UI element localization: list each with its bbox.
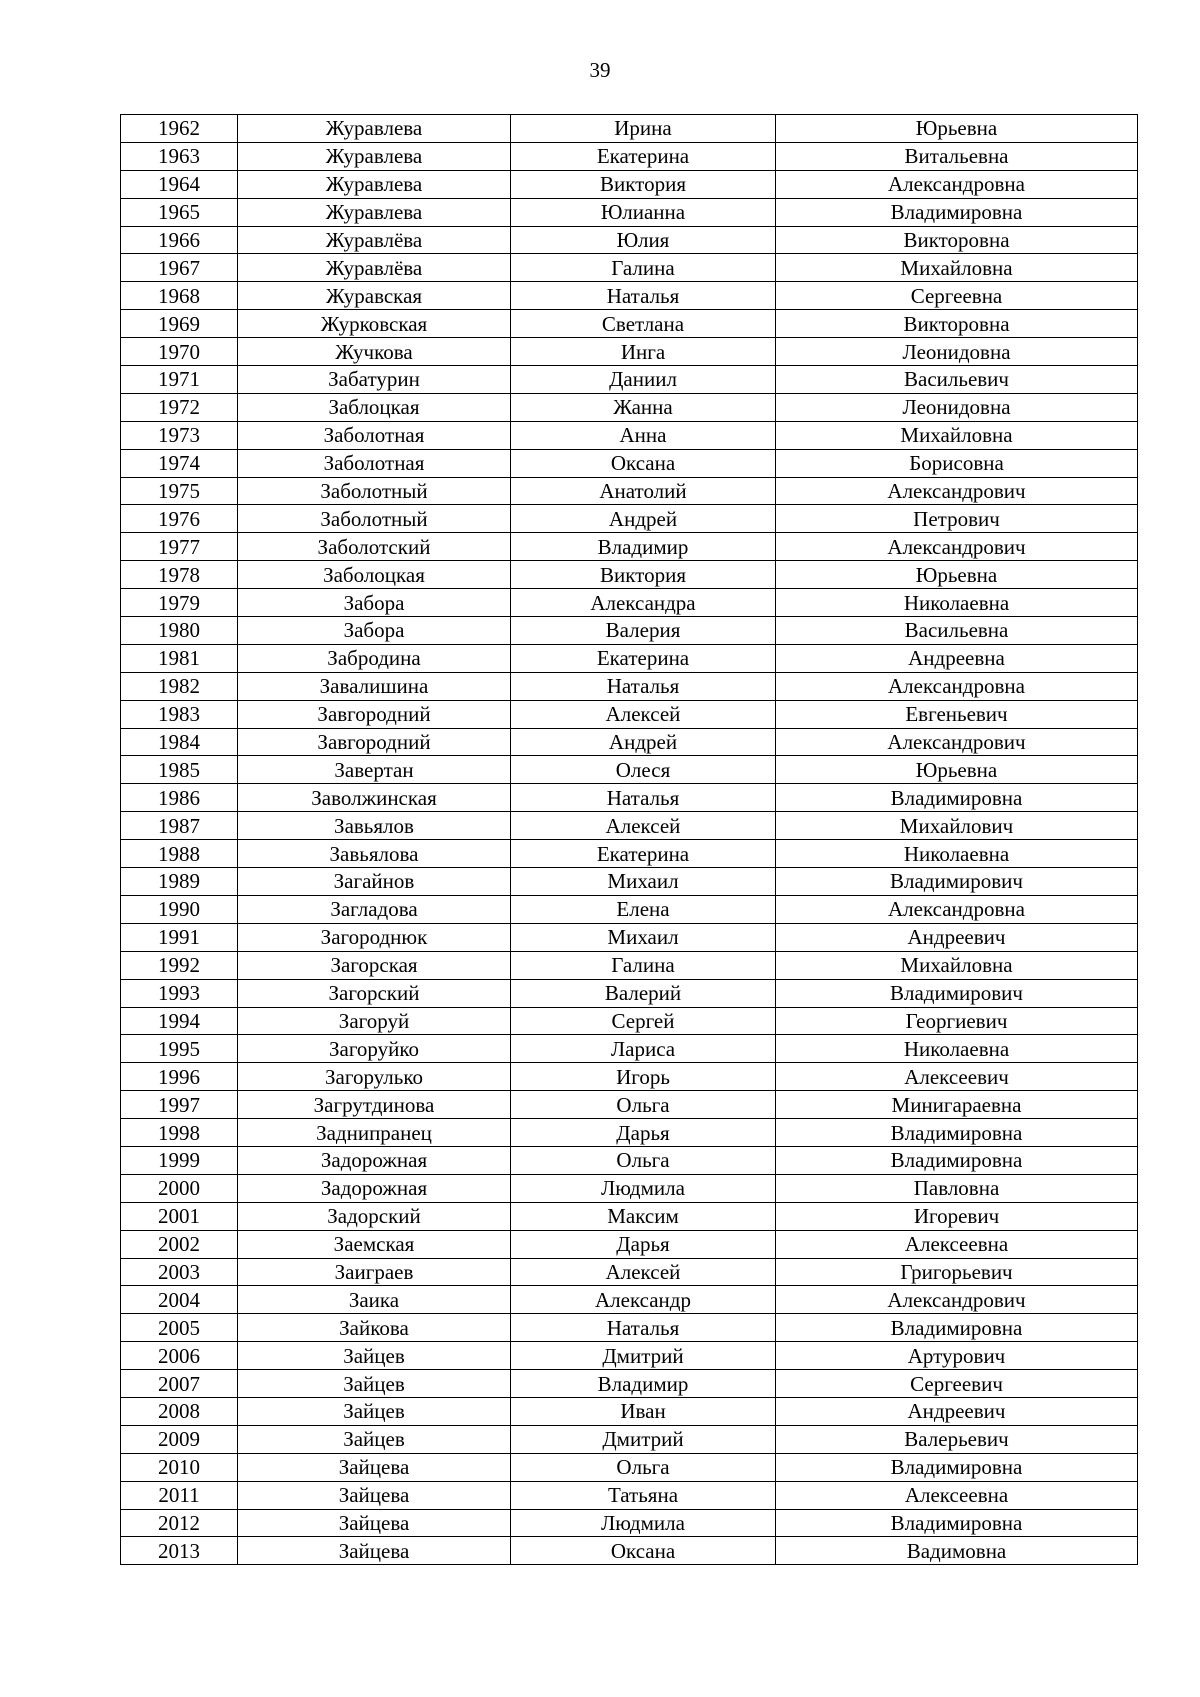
table-row [121,1314,1138,1342]
row-number-cell: 1965 [121,198,238,226]
row-number-cell: 2009 [121,1425,238,1453]
last-name-cell: Загороднюк [238,923,511,951]
table-row [121,1258,1138,1286]
table-row [121,1202,1138,1230]
row-number-cell: 1975 [121,477,238,505]
row-number-cell: 1998 [121,1119,238,1147]
first-name-cell: Жанна [511,393,776,421]
last-name-cell: Забора [238,589,511,617]
patronymic-cell: Владимировна [776,1146,1138,1174]
patronymic-cell: Михайлович [776,812,1138,840]
last-name-cell: Журковская [238,310,511,338]
first-name-cell: Ирина [511,115,776,143]
first-name-cell: Оксана [511,1537,776,1565]
row-number-cell: 1976 [121,505,238,533]
first-name-cell: Даниил [511,366,776,394]
last-name-cell: Журавлева [238,115,511,143]
patronymic-cell: Леонидовна [776,393,1138,421]
first-name-cell: Анна [511,421,776,449]
last-name-cell: Загоруйко [238,1035,511,1063]
last-name-cell: Завьялова [238,840,511,868]
first-name-cell: Владимир [511,1370,776,1398]
patronymic-cell: Михайловна [776,254,1138,282]
first-name-cell: Иван [511,1397,776,1425]
row-number-cell: 1963 [121,142,238,170]
patronymic-cell: Борисовна [776,449,1138,477]
table-row [121,449,1138,477]
table-row [121,700,1138,728]
last-name-cell: Завьялов [238,812,511,840]
patronymic-cell: Григорьевич [776,1258,1138,1286]
table-row [121,868,1138,896]
row-number-cell: 2001 [121,1202,238,1230]
row-number-cell: 1994 [121,1007,238,1035]
first-name-cell: Екатерина [511,840,776,868]
last-name-cell: Завгородний [238,728,511,756]
table-row [121,1537,1138,1565]
table-row [121,1119,1138,1147]
table-row [121,1230,1138,1258]
last-name-cell: Завертан [238,756,511,784]
last-name-cell: Загрутдинова [238,1091,511,1119]
table-row [121,1425,1138,1453]
first-name-cell: Виктория [511,170,776,198]
patronymic-cell: Владимирович [776,868,1138,896]
patronymic-cell: Витальевна [776,142,1138,170]
row-number-cell: 1989 [121,868,238,896]
page-number: 39 [589,58,611,82]
first-name-cell: Екатерина [511,142,776,170]
last-name-cell: Зайцев [238,1370,511,1398]
patronymic-cell: Алексеевна [776,1230,1138,1258]
last-name-cell: Журавская [238,282,511,310]
first-name-cell: Оксана [511,449,776,477]
first-name-cell: Людмила [511,1509,776,1537]
first-name-cell: Максим [511,1202,776,1230]
last-name-cell: Задорский [238,1202,511,1230]
patronymic-cell: Георгиевич [776,1007,1138,1035]
table-row [121,505,1138,533]
table-row [121,1481,1138,1509]
table-row [121,840,1138,868]
patronymic-cell: Владимирович [776,979,1138,1007]
row-number-cell: 1984 [121,728,238,756]
row-number-cell: 1974 [121,449,238,477]
last-name-cell: Заболотный [238,477,511,505]
patronymic-cell: Александрович [776,1286,1138,1314]
patronymic-cell: Михайловна [776,951,1138,979]
table-row [121,1063,1138,1091]
row-number-cell: 2004 [121,1286,238,1314]
table-row [121,1286,1138,1314]
patronymic-cell: Андреевич [776,1397,1138,1425]
row-number-cell: 1991 [121,923,238,951]
row-number-cell: 1985 [121,756,238,784]
table-row [121,728,1138,756]
last-name-cell: Заика [238,1286,511,1314]
patronymic-cell: Владимировна [776,1314,1138,1342]
row-number-cell: 1986 [121,784,238,812]
last-name-cell: Зайцева [238,1453,511,1481]
table-row [121,1007,1138,1035]
first-name-cell: Елена [511,895,776,923]
patronymic-cell: Артурович [776,1342,1138,1370]
patronymic-cell: Владимировна [776,1119,1138,1147]
row-number-cell: 2008 [121,1397,238,1425]
patronymic-cell: Евгеньевич [776,700,1138,728]
patronymic-cell: Игоревич [776,1202,1138,1230]
table-row [121,310,1138,338]
table-row [121,951,1138,979]
last-name-cell: Заболотный [238,505,511,533]
first-name-cell: Дарья [511,1119,776,1147]
row-number-cell: 1962 [121,115,238,143]
patronymic-cell: Александрович [776,477,1138,505]
table-row [121,979,1138,1007]
patronymic-cell: Петрович [776,505,1138,533]
patronymic-cell: Владимировна [776,1453,1138,1481]
last-name-cell: Загорский [238,979,511,1007]
table-row [121,812,1138,840]
row-number-cell: 1997 [121,1091,238,1119]
table-row [121,393,1138,421]
table-row [121,142,1138,170]
first-name-cell: Светлана [511,310,776,338]
last-name-cell: Забродина [238,644,511,672]
last-name-cell: Заднипранец [238,1119,511,1147]
first-name-cell: Инга [511,338,776,366]
row-number-cell: 1977 [121,533,238,561]
first-name-cell: Александра [511,589,776,617]
last-name-cell: Зайцева [238,1537,511,1565]
patronymic-cell: Николаевна [776,840,1138,868]
patronymic-cell: Викторовна [776,310,1138,338]
table-row [121,1146,1138,1174]
first-name-cell: Виктория [511,561,776,589]
patronymic-cell: Александровна [776,672,1138,700]
first-name-cell: Валерия [511,617,776,645]
row-number-cell: 1995 [121,1035,238,1063]
last-name-cell: Журавлева [238,198,511,226]
row-number-cell: 1967 [121,254,238,282]
patronymic-cell: Леонидовна [776,338,1138,366]
last-name-cell: Зайцев [238,1397,511,1425]
last-name-cell: Загорская [238,951,511,979]
patronymic-cell: Сергеевич [776,1370,1138,1398]
table-row [121,1342,1138,1370]
first-name-cell: Валерий [511,979,776,1007]
first-name-cell: Наталья [511,672,776,700]
patronymic-cell: Викторовна [776,226,1138,254]
last-name-cell: Задорожная [238,1174,511,1202]
row-number-cell: 2010 [121,1453,238,1481]
table-row [121,561,1138,589]
last-name-cell: Задорожная [238,1146,511,1174]
last-name-cell: Заблоцкая [238,393,511,421]
patronymic-cell: Владимировна [776,784,1138,812]
row-number-cell: 2011 [121,1481,238,1509]
first-name-cell: Юлианна [511,198,776,226]
table-row [121,895,1138,923]
row-number-cell: 2005 [121,1314,238,1342]
patronymic-cell: Сергеевна [776,282,1138,310]
table-row [121,421,1138,449]
table-row [121,1091,1138,1119]
row-number-cell: 1982 [121,672,238,700]
patronymic-cell: Павловна [776,1174,1138,1202]
row-number-cell: 2002 [121,1230,238,1258]
last-name-cell: Журавлёва [238,226,511,254]
row-number-cell: 1988 [121,840,238,868]
patronymic-cell: Юрьевна [776,756,1138,784]
row-number-cell: 2007 [121,1370,238,1398]
first-name-cell: Галина [511,951,776,979]
first-name-cell: Михаил [511,923,776,951]
last-name-cell: Загайнов [238,868,511,896]
table-row [121,1370,1138,1398]
patronymic-cell: Владимировна [776,198,1138,226]
row-number-cell: 1999 [121,1146,238,1174]
table-row [121,589,1138,617]
table-row [121,254,1138,282]
last-name-cell: Журавлева [238,170,511,198]
patronymic-cell: Александрович [776,728,1138,756]
first-name-cell: Наталья [511,282,776,310]
row-number-cell: 1970 [121,338,238,366]
first-name-cell: Галина [511,254,776,282]
first-name-cell: Алексей [511,1258,776,1286]
first-name-cell: Сергей [511,1007,776,1035]
patronymic-cell: Юрьевна [776,115,1138,143]
row-number-cell: 2006 [121,1342,238,1370]
first-name-cell: Андрей [511,728,776,756]
row-number-cell: 1981 [121,644,238,672]
last-name-cell: Заемская [238,1230,511,1258]
table-row [121,338,1138,366]
first-name-cell: Ольга [511,1453,776,1481]
patronymic-cell: Владимировна [776,1509,1138,1537]
first-name-cell: Наталья [511,1314,776,1342]
first-name-cell: Алексей [511,700,776,728]
patronymic-cell: Андреевна [776,644,1138,672]
first-name-cell: Татьяна [511,1481,776,1509]
row-number-cell: 1987 [121,812,238,840]
first-name-cell: Лариса [511,1035,776,1063]
first-name-cell: Игорь [511,1063,776,1091]
patronymic-cell: Валерьевич [776,1425,1138,1453]
table-row [121,1453,1138,1481]
table-row [121,282,1138,310]
table-row [121,756,1138,784]
patronymic-cell: Михайловна [776,421,1138,449]
row-number-cell: 1990 [121,895,238,923]
first-name-cell: Александр [511,1286,776,1314]
table-row [121,1509,1138,1537]
last-name-cell: Загорулько [238,1063,511,1091]
patronymic-cell: Александровна [776,895,1138,923]
first-name-cell: Юлия [511,226,776,254]
last-name-cell: Жучкова [238,338,511,366]
table-row [121,170,1138,198]
last-name-cell: Зайцева [238,1509,511,1537]
last-name-cell: Завгородний [238,700,511,728]
last-name-cell: Заболотная [238,421,511,449]
row-number-cell: 1979 [121,589,238,617]
row-number-cell: 1978 [121,561,238,589]
patronymic-cell: Алексеевич [776,1063,1138,1091]
table-row [121,1397,1138,1425]
last-name-cell: Зайцев [238,1425,511,1453]
names-table [120,114,1138,1565]
last-name-cell: Забатурин [238,366,511,394]
patronymic-cell: Васильевич [776,366,1138,394]
last-name-cell: Заболотная [238,449,511,477]
table-row [121,923,1138,951]
patronymic-cell: Николаевна [776,1035,1138,1063]
row-number-cell: 2012 [121,1509,238,1537]
table-row [121,672,1138,700]
table-row [121,115,1138,143]
row-number-cell: 1992 [121,951,238,979]
table-row [121,784,1138,812]
first-name-cell: Людмила [511,1174,776,1202]
first-name-cell: Ольга [511,1146,776,1174]
last-name-cell: Зайкова [238,1314,511,1342]
table-row [121,477,1138,505]
first-name-cell: Михаил [511,868,776,896]
row-number-cell: 2003 [121,1258,238,1286]
table-row [121,617,1138,645]
last-name-cell: Заиграев [238,1258,511,1286]
last-name-cell: Загладова [238,895,511,923]
patronymic-cell: Васильевна [776,617,1138,645]
row-number-cell: 1971 [121,366,238,394]
last-name-cell: Журавлева [238,142,511,170]
patronymic-cell: Юрьевна [776,561,1138,589]
last-name-cell: Журавлёва [238,254,511,282]
patronymic-cell: Александрович [776,533,1138,561]
last-name-cell: Заболотский [238,533,511,561]
row-number-cell: 1968 [121,282,238,310]
table-row [121,1174,1138,1202]
table-row [121,644,1138,672]
first-name-cell: Алексей [511,812,776,840]
row-number-cell: 1973 [121,421,238,449]
table-row [121,1035,1138,1063]
last-name-cell: Завалишина [238,672,511,700]
first-name-cell: Владимир [511,533,776,561]
row-number-cell: 1966 [121,226,238,254]
first-name-cell: Дмитрий [511,1342,776,1370]
last-name-cell: Зайцев [238,1342,511,1370]
first-name-cell: Андрей [511,505,776,533]
row-number-cell: 1972 [121,393,238,421]
patronymic-cell: Андреевич [776,923,1138,951]
first-name-cell: Олеся [511,756,776,784]
row-number-cell: 2000 [121,1174,238,1202]
row-number-cell: 1996 [121,1063,238,1091]
row-number-cell: 1980 [121,617,238,645]
last-name-cell: Загоруй [238,1007,511,1035]
patronymic-cell: Минигараевна [776,1091,1138,1119]
row-number-cell: 1993 [121,979,238,1007]
table-row [121,366,1138,394]
first-name-cell: Наталья [511,784,776,812]
row-number-cell: 2013 [121,1537,238,1565]
first-name-cell: Дмитрий [511,1425,776,1453]
names-table-body [121,115,1138,1565]
last-name-cell: Заболоцкая [238,561,511,589]
first-name-cell: Дарья [511,1230,776,1258]
first-name-cell: Екатерина [511,644,776,672]
row-number-cell: 1983 [121,700,238,728]
first-name-cell: Ольга [511,1091,776,1119]
last-name-cell: Заволжинская [238,784,511,812]
table-row [121,198,1138,226]
patronymic-cell: Вадимовна [776,1537,1138,1565]
patronymic-cell: Алексеевна [776,1481,1138,1509]
patronymic-cell: Николаевна [776,589,1138,617]
patronymic-cell: Александровна [776,170,1138,198]
table-row [121,226,1138,254]
row-number-cell: 1964 [121,170,238,198]
last-name-cell: Зайцева [238,1481,511,1509]
last-name-cell: Забора [238,617,511,645]
table-row [121,533,1138,561]
row-number-cell: 1969 [121,310,238,338]
first-name-cell: Анатолий [511,477,776,505]
